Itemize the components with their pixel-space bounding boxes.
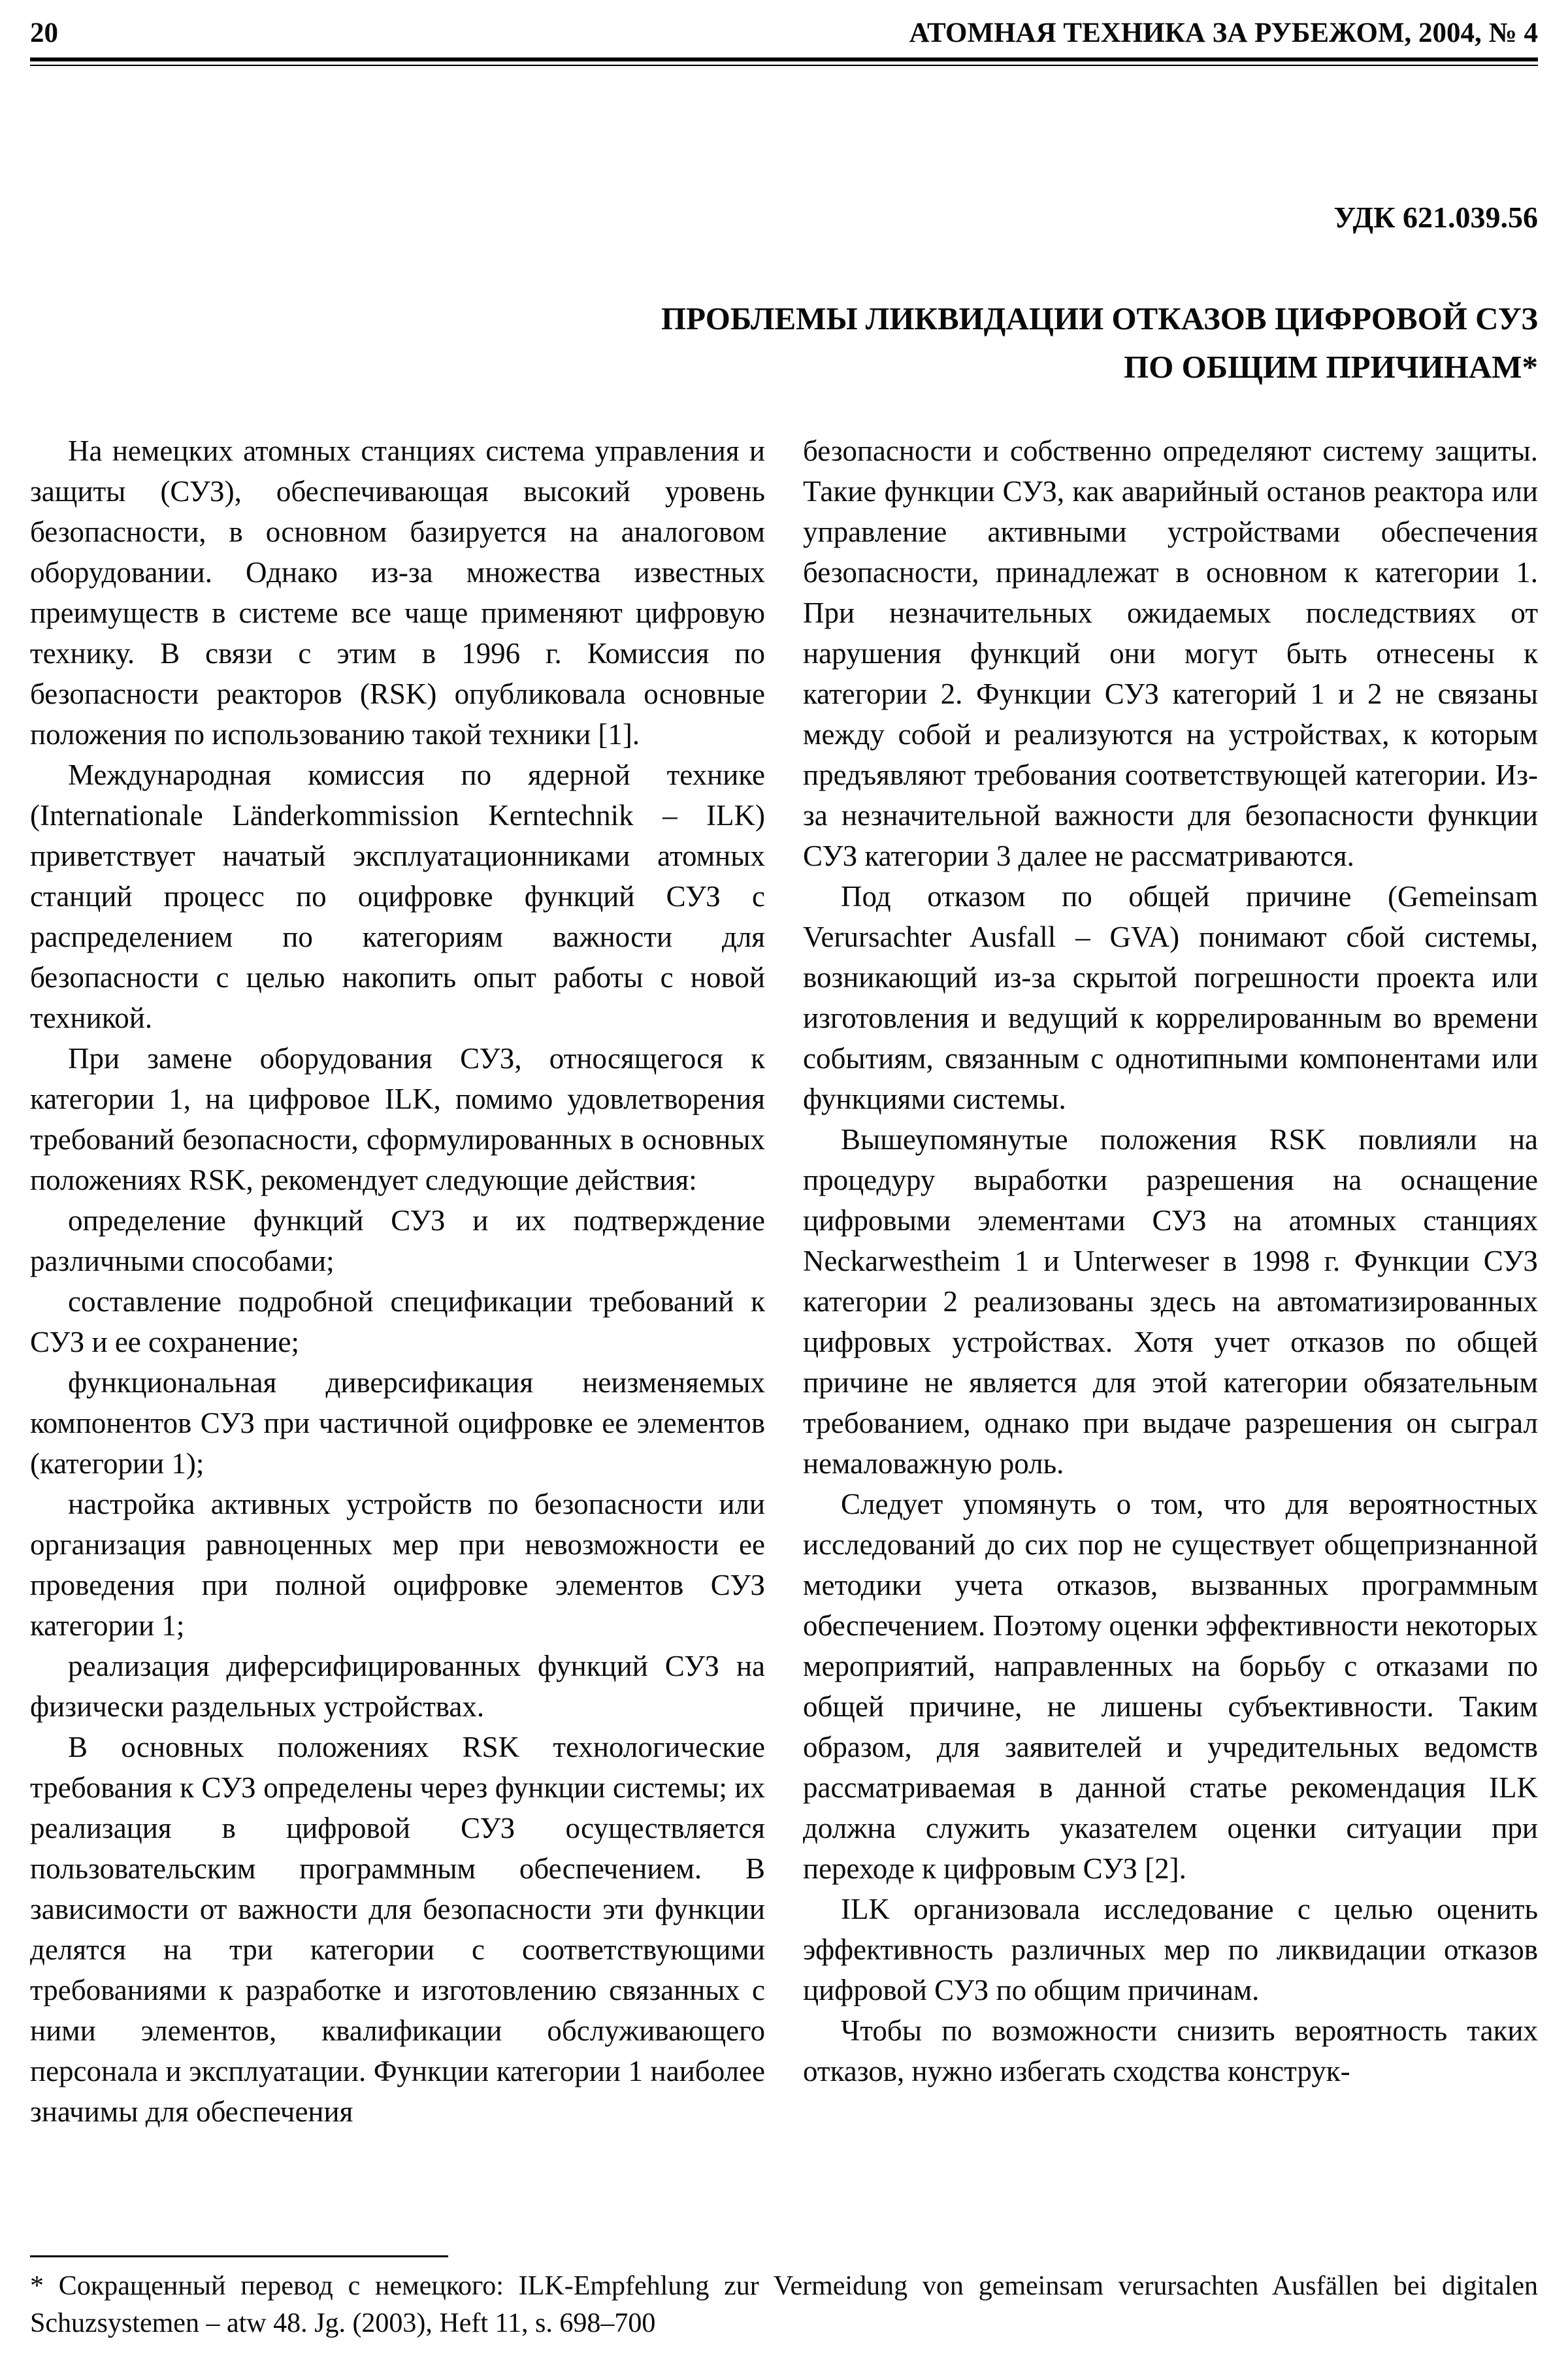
paragraph: На немецких атомных станциях система управления и защиты (СУЗ), обеспечивающая высокий уровень безопасности, в основном базируется на аналоговом оборудовании. Однако из-за множества известных преимуществ в системе все чаще применяют цифровую технику. В связи с этим в 1996 г. Комиссия по безопасности реакторов (RSK) опубликовала основные положения по использованию такой техники [1]. [30, 434, 765, 751]
paragraph: составление подробной спецификации требований к СУЗ и ее сохранение; [30, 1285, 765, 1358]
paragraph: Под отказом по общей причине (Gemeinsam Verursachter Ausfall – GVA) понимают сбой системы, возникающий из-за скрытой погрешности проекта или изготовления и ведущий к коррелированным во времени событиям, связанным с однотипными компонентами или функциями системы. [803, 880, 1538, 1115]
article-title-line1: ПРОБЛЕМЫ ЛИКВИДАЦИИ ОТКАЗОВ ЦИФРОВОЙ СУЗ [661, 301, 1538, 336]
footnote-block [30, 2255, 1538, 2342]
paragraph: определение функций СУЗ и их подтверждение различными способами; [30, 1204, 765, 1277]
article-title [30, 295, 1538, 391]
right-column [803, 431, 1538, 2132]
paragraph: ILK организовала исследование с целью оценить эффективность различных мер по ликвидации отказов цифровой СУЗ по общим причинам. [803, 1893, 1538, 2006]
paragraph: функциональная диверсификация неизменяемых компонентов СУЗ при частичной оцифровке ее элементов (категории 1); [30, 1366, 765, 1480]
left-column [30, 431, 765, 2132]
paragraph: настройка активных устройств по безопасности или организация равноценных мер при невозможности ее проведения при полной оцифровке элементов СУЗ категории 1; [30, 1488, 765, 1642]
paragraph: В основных положениях RSK технологические требования к СУЗ определены через функции системы; их реализация в цифровой СУЗ осуществляется пользовательским программным обеспечением. В зависимости от важности для безопасности эти функции делятся на три категории с соответствующими требованиями к разработке и изготовлению связанных с ними элементов, квалификации обслуживающего персонала и эксплуатации. Функции категории 1 наиболее значимы для обеспечения [30, 1731, 765, 2128]
header-rule [30, 57, 1538, 66]
article-title-line2: ПО ОБЩИМ ПРИЧИНАМ* [1124, 349, 1538, 385]
udk-number: УДК 621.039.56 [1333, 201, 1538, 234]
article-body [30, 431, 1538, 2132]
paragraph: При замене оборудования СУЗ, относящегося к категории 1, на цифровое ILK, помимо удовлетворения требований безопасности, сформулированных в основных положениях RSK, рекомендует следующие действия: [30, 1042, 765, 1196]
footnote-rule [30, 2255, 448, 2257]
paragraph: Чтобы по возможности снизить вероятность таких отказов, нужно избегать сходства конструк- [803, 2014, 1538, 2087]
journal-title: АТОМНАЯ ТЕХНИКА ЗА РУБЕЖОМ, 2004, № 4 [909, 18, 1538, 48]
paragraph: реализация диферсифицированных функций СУЗ на физически раздельных устройствах. [30, 1650, 765, 1723]
paragraph: Вышеупомянутые положения RSK повлияли на процедуру выработки разрешения на оснащение цифровыми элементами СУЗ на атомных станциях Neckarwestheim 1 и Unterweser в 1998 г. Функции СУЗ категории 2 реализованы здесь на автоматизированных цифровых устройствах. Хотя учет отказов по общей причине не является для этой категории обязательным требованием, однако при выдаче разрешения он сыграл немаловажную роль. [803, 1123, 1538, 1480]
paragraph: Международная комиссия по ядерной технике (Internationale Länderkommission Kerntechnik – ILK) приветствует начатый эксплуатационниками атомных станций процесс по оцифровке функций СУЗ с распределением по категориям важности для безопасности с целью накопить опыт работы с новой техникой. [30, 759, 765, 1034]
footnote: * Сокращенный перевод с немецкого: ILK-Empfehlung zur Vermeidung von gemeinsam verursachten Ausfällen bei digitalen Schuzsystemen – atw 48. Jg. (2003), Heft 11, s. 698–700 [30, 2271, 1538, 2338]
page-header [30, 17, 1538, 50]
paragraph: Следует упомянуть о том, что для вероятностных исследований до сих пор не существует общепризнанной методики учета отказов, вызванных программным обеспечением. Поэтому оценки эффективности некоторых мероприятий, направленных на борьбу с отказами по общей причине, не лишены субъективности. Таким образом, для заявителей и учредительных ведомств рассматриваемая в данной статье рекомендация ILK должна служить указателем оценки ситуации при переходе к цифровым СУЗ [2]. [803, 1488, 1538, 1885]
page-number: 20 [30, 18, 58, 48]
paragraph: безопасности и собственно определяют систему защиты. Такие функции СУЗ, как аварийный останов реактора или управление активными устройствами обеспечения безопасности, принадлежат в основном к категории 1. При незначительных ожидаемых последствиях от нарушения функций они могут быть отнесены к категории 2. Функции СУЗ категорий 1 и 2 не связаны между собой и реализуются на устройствах, к которым предъявляют требования соответствующей категории. Из-за незначительной важности для безопасности функции СУЗ категории 3 далее не рассматриваются. [803, 434, 1538, 872]
